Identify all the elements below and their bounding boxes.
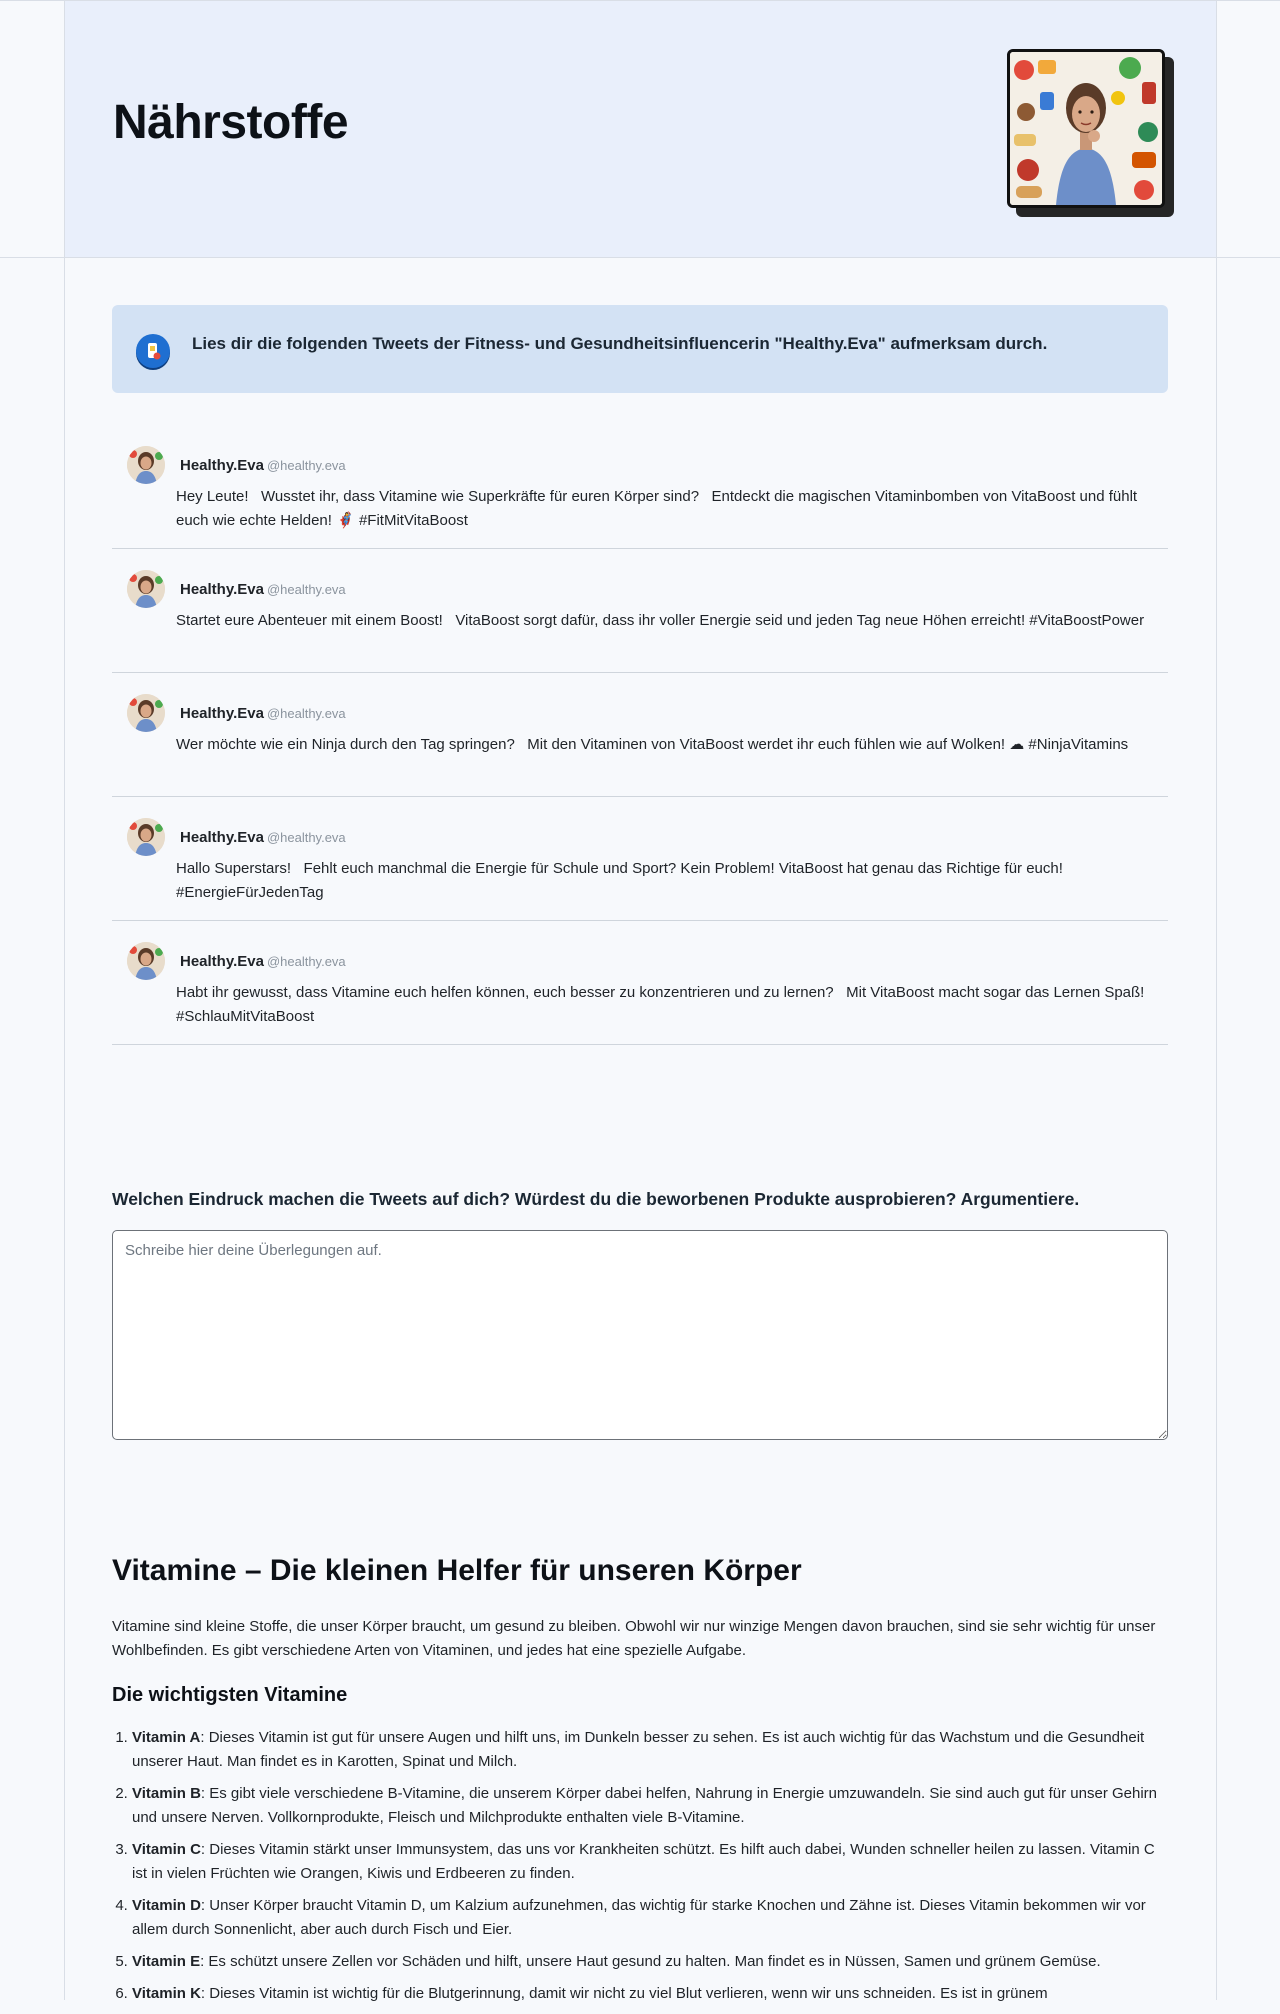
vitamin-text: : Unser Körper braucht Vitamin D, um Kalzium aufzunehmen, das wichtig für starke Knochen und Zähne ist. Dieses Vitamin bekommen wir vor allem durch Sonnenlicht, aber auch durch Fisch und Eier. — [132, 1897, 1146, 1938]
vitamin-text: : Es schützt unsere Zellen vor Schäden und hilft, unsere Haut gesund zu halten. Man findet es in Nüssen, Samen und grünem Gemüse. — [200, 1953, 1101, 1970]
avatar — [127, 446, 165, 484]
vitamin-name: Vitamin A — [132, 1729, 201, 1746]
tweet-handle: @healthy.eva — [266, 830, 346, 845]
instruction-text: Lies dir die folgenden Tweets der Fitness- und Gesundheitsinfluencerin "Healthy.Eva" aufmerksam durch. — [192, 334, 1048, 353]
tweet-author[interactable]: Healthy.Eva — [180, 705, 264, 722]
vitamin-name: Vitamin C — [132, 1841, 201, 1858]
vitamin-text: : Dieses Vitamin ist wichtig für die Blutgerinnung, damit wir nicht zu viel Blut verlieren, wenn wir uns schneiden. Es ist in grünem — [200, 1985, 1048, 2002]
instruction-box — [112, 305, 1168, 393]
tweet-text: Hey Leute! Wusstet ihr, dass Vitamine wie Superkräfte für euren Körper sind? Entdeckt die magischen Vitaminbomben von VitaBoost und fühlt euch wie echte Helden! 🦸‍♀️ #FitMitVitaBoost — [176, 488, 1138, 529]
tweet-author[interactable]: Healthy.Eva — [180, 953, 264, 970]
vitamin-text: : Dieses Vitamin stärkt unser Immunsystem, das uns vor Krankheiten schützt. Es hilft auch dabei, Wunden schneller heilen zu lassen. Vitamin C ist in vielen Früchten wie Orangen, Kiwis und Erdbeeren zu finden. — [132, 1841, 1155, 1882]
tweet-author[interactable]: Healthy.Eva — [180, 457, 264, 474]
vitamin-list — [112, 1726, 1172, 2014]
header-image — [1007, 49, 1174, 217]
list-item — [132, 1894, 1172, 1942]
avatar — [127, 818, 165, 856]
tweet — [112, 797, 1168, 921]
tweet-handle: @healthy.eva — [266, 954, 346, 969]
tweet-text: Habt ihr gewusst, dass Vitamine euch helfen können, euch besser zu konzentrieren und zu lernen? Mit VitaBoost macht sogar das Lernen Spaß! #SchlauMitVitaBoost — [176, 984, 1153, 1025]
vitamin-name: Vitamin E — [132, 1953, 201, 1970]
page-title: Nährstoffe — [113, 96, 349, 149]
list-item — [132, 1982, 1172, 2006]
tweet-author[interactable]: Healthy.Eva — [180, 829, 264, 846]
article-intro: Vitamine sind kleine Stoffe, die unser Körper braucht, um gesund zu bleiben. Obwohl wir nur winzige Mengen davon brauchen, sind sie sehr wichtig für unser Wohlbefinden. Es gibt verschiedene Arten von Vitaminen, und jedes hat eine spezielle Aufgabe. — [112, 1618, 1156, 1659]
vitamin-name: Vitamin K — [132, 1985, 201, 2002]
tweet-list — [112, 425, 1168, 1045]
info-icon — [136, 334, 170, 368]
influencer-illustration-icon — [1007, 49, 1165, 208]
avatar — [127, 570, 165, 608]
vitamin-name: Vitamin D — [132, 1897, 201, 1914]
article-subtitle: Die wichtigsten Vitamine — [112, 1684, 348, 1706]
question-label: Welchen Eindruck machen die Tweets auf dich? Würdest du die beworbenen Produkte ausprobieren? Argumentiere. — [112, 1189, 1080, 1209]
tweet-text: Hallo Superstars! Fehlt euch manchmal die Energie für Schule und Sport? Kein Problem! VitaBoost hat genau das Richtige für euch! #EnergieFürJedenTag — [176, 860, 1063, 901]
article-title: Vitamine – Die kleinen Helfer für unseren Körper — [112, 1554, 802, 1587]
tweet-handle: @healthy.eva — [266, 458, 346, 473]
vitamin-name: Vitamin B — [132, 1785, 201, 1802]
tweet — [112, 425, 1168, 549]
list-item — [132, 1782, 1172, 1830]
tweet-author[interactable]: Healthy.Eva — [180, 581, 264, 598]
list-item — [132, 1838, 1172, 1886]
tweet — [112, 921, 1168, 1045]
tweet-handle: @healthy.eva — [266, 582, 346, 597]
avatar — [127, 694, 165, 732]
tweet-text: Wer möchte wie ein Ninja durch den Tag springen? Mit den Vitaminen von VitaBoost werdet ihr euch fühlen wie auf Wolken! ☁ #NinjaVitamins — [176, 736, 1129, 753]
vitamin-text: : Dieses Vitamin ist gut für unsere Augen und hilft uns, im Dunkeln besser zu sehen. Es ist auch wichtig für das Wachstum und die Gesundheit unserer Haut. Man findet es in Karotten, Spinat und Milch. — [132, 1729, 1145, 1770]
vitamin-text: : Es gibt viele verschiedene B-Vitamine, die unserem Körper dabei helfen, Nahrung in Energie umzuwandeln. Sie sind auch gut für unser Gehirn und unsere Nerven. Vollkornprodukte, Fleisch und Milchprodukte enthalten viele B-Vitamine. — [132, 1785, 1158, 1826]
answer-textarea[interactable] — [112, 1230, 1168, 1440]
tweet-handle: @healthy.eva — [266, 706, 346, 721]
list-item — [132, 1726, 1172, 1774]
tweet — [112, 549, 1168, 673]
avatar — [127, 942, 165, 980]
tweet — [112, 673, 1168, 797]
list-item — [132, 1950, 1172, 1974]
tweet-text: Startet eure Abenteuer mit einem Boost! VitaBoost sorgt dafür, dass ihr voller Energie seid und jeden Tag neue Höhen erreicht! #VitaBoostPower — [176, 612, 1145, 629]
